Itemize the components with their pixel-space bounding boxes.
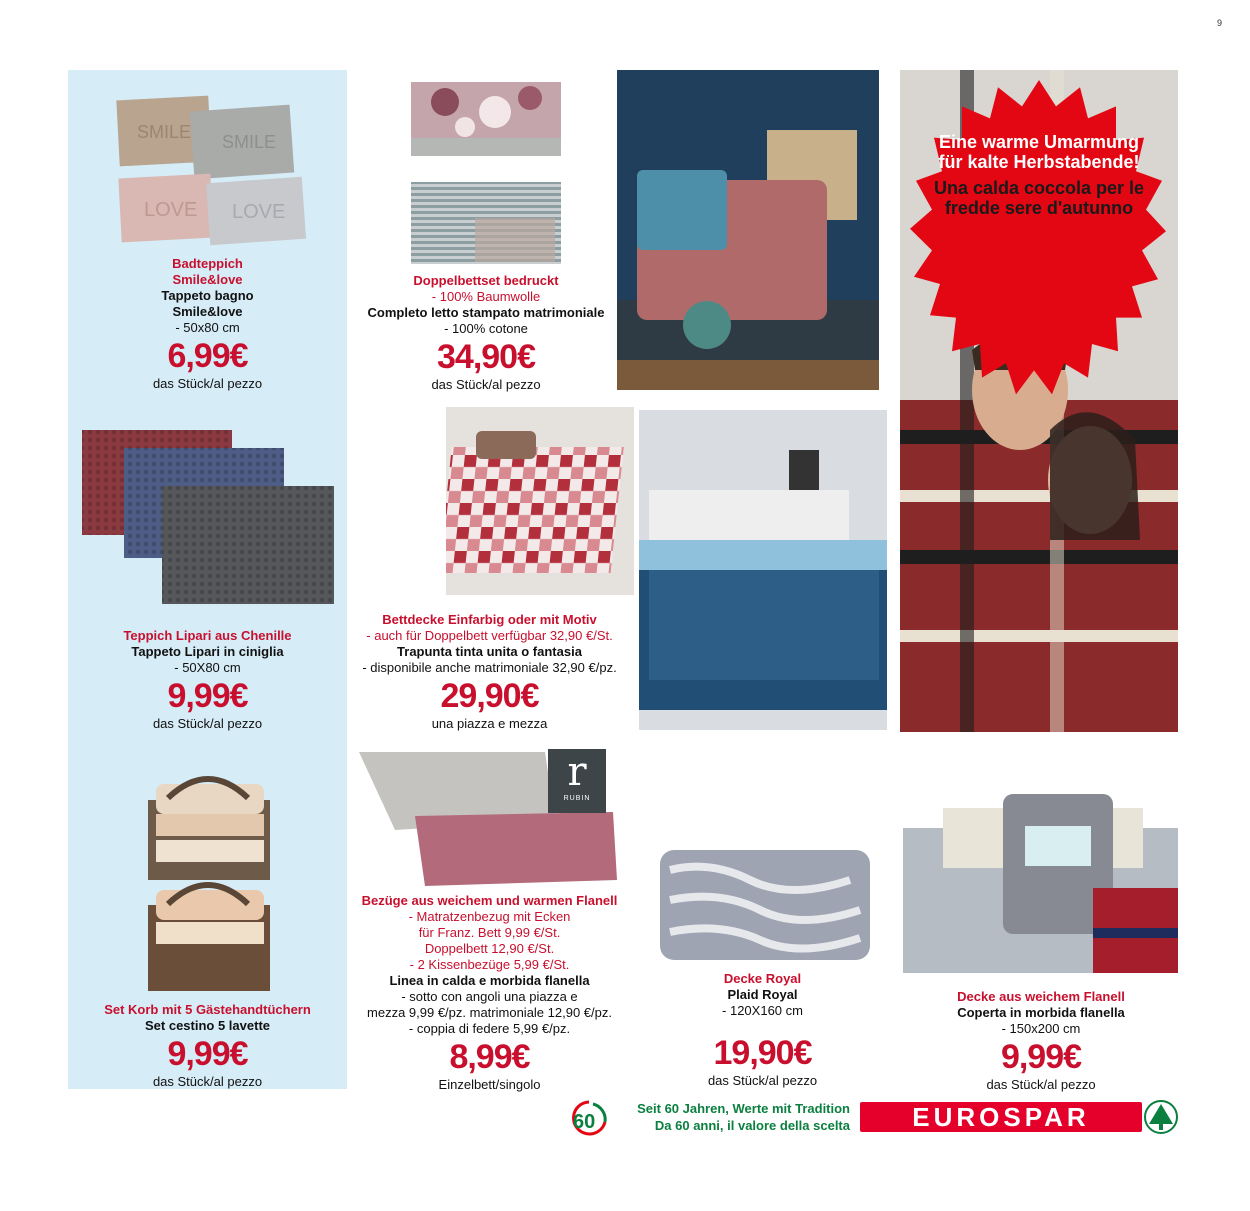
product-de-title: Doppelbettset bedruckt [413,273,559,288]
rubin-logo-letter: r [567,749,587,795]
product-detail: - sotto con angoli una piazza e [401,989,578,1004]
product-it-title: Plaid Royal [727,987,798,1002]
anniversary-60-logo [565,1098,615,1138]
svg-text:SMILE: SMILE [137,122,192,142]
product-doppelbettset [356,273,616,393]
slogan-de: Seit 60 Jahren, Werte mit Tradition [637,1101,850,1116]
product-unit: das Stück/al pezzo [431,377,541,392]
slogan-it: Da 60 anni, il valore della scelta [654,1118,850,1133]
product-de-detail: - 100% Baumwolle [431,289,541,304]
product-flanell-decke [912,989,1170,1093]
product-de-title: Bezüge aus weichem und warmen Flanell [361,893,618,908]
product-de-line: für Franz. Bett 9,99 €/St. [418,925,561,940]
product-bettdecke [352,612,627,732]
svg-text:SMILE: SMILE [222,132,277,152]
product-unit: Einzelbett/singolo [438,1077,541,1092]
product-price: 29,90€ [440,677,539,715]
product-it-title: Coperta in morbida flanella [957,1005,1125,1020]
product-price: 9,99€ [167,1035,248,1073]
bath-rugs-image [112,78,312,248]
product-price: 8,99€ [449,1038,530,1076]
product-price: 19,90€ [713,1034,812,1072]
product-detail: mezza 9,99 €/pz. matrimoniale 12,90 €/pz. [367,1005,612,1020]
banner-headline [930,132,1148,218]
product-price: 9,99€ [1000,1038,1082,1076]
product-price: 9,99€ [167,677,248,715]
product-it-title: Trapunta tinta unita o fantasia [397,644,582,659]
product-de-line: - 2 Kissenbezüge 5,99 €/St. [409,957,570,972]
product-unit: das Stück/al pezzo [152,716,263,731]
product-detail: - 100% cotone [444,321,528,336]
product-de-title: Decke Royal [723,971,802,986]
product-it-title: Tappeto bagno Smile&love [161,288,254,319]
product-badteppich [100,256,315,392]
chenille-rugs-image [78,428,338,608]
striped-bedding-image [405,178,565,268]
product-teppich-lipari [100,628,315,732]
product-unit: una piazza e mezza [431,716,548,731]
product-de-title: Bettdecke Einfarbig oder mit Motiv [382,612,597,627]
product-de-title: Badteppich Smile&love [172,256,243,287]
product-price: 6,99€ [167,337,248,375]
product-set-korb [80,1002,335,1090]
product-it-title: Tappeto Lipari in ciniglia [131,644,284,659]
page-number: 9 [1216,18,1222,28]
banner-de-text: Eine warme Umarmung für kalte Herbstabende! [938,132,1140,172]
product-it-title: Completo letto stampato matrimoniale [367,305,605,320]
product-de-title: Set Korb mit 5 Gästehandtüchern [104,1002,311,1017]
product-detail: - 150x200 cm [1001,1021,1081,1036]
product-unit: das Stück/al pezzo [986,1077,1096,1092]
product-de-line: Doppelbett 12,90 €/St. [424,941,555,956]
product-unit: das Stück/al pezzo [152,1074,263,1089]
product-it-title: Set cestino 5 lavette [145,1018,270,1033]
product-flanell-bezuege [352,893,627,1093]
rubin-logo [548,749,606,813]
product-price: 34,90€ [437,338,535,376]
product-de-detail: - auch für Doppelbett verfügbar 32,90 €/St. [366,628,613,643]
product-detail: - 50X80 cm [174,660,241,675]
patchwork-quilt-image [446,407,634,595]
couple-banner [900,70,1178,732]
printed-bedding-image [405,72,565,160]
product-de-line: - Matratzenbezug mit Ecken [408,909,571,924]
product-decke-royal [650,971,875,1089]
product-detail: - 50x80 cm [175,320,240,335]
flannel-blanket-image [903,788,1178,973]
plaid-royal-image [650,840,880,968]
product-de-title: Teppich Lipari aus Chenille [123,628,292,643]
spar-tree-icon [1144,1100,1178,1134]
product-de-title: Decke aus weichem Flanell [957,989,1125,1004]
anniversary-number: 60 [573,1111,596,1133]
svg-text:LOVE: LOVE [232,201,286,223]
towel-baskets-image [138,770,278,995]
product-detail: - 120X160 cm [722,1003,803,1018]
footer-slogan [618,1100,850,1134]
eurospar-logo: EUROSPAR [860,1102,1142,1132]
blue-duvet-image [639,410,887,730]
rubin-logo-name: RUBIN [563,795,591,802]
product-unit: das Stück/al pezzo [152,376,263,391]
product-detail: - coppia di federe 5,99 €/pz. [408,1021,571,1036]
bedroom-photo [617,70,879,390]
product-unit: das Stück/al pezzo [707,1073,818,1088]
product-it-title: Linea in calda e morbida flanella [389,973,590,988]
svg-text:LOVE: LOVE [144,199,198,221]
starburst-badge [910,80,1168,398]
product-detail: - disponibile anche matrimoniale 32,90 €/pz. [362,660,617,675]
banner-it-text: Una calda coccola per le fredde sere d'autunno [933,178,1145,218]
